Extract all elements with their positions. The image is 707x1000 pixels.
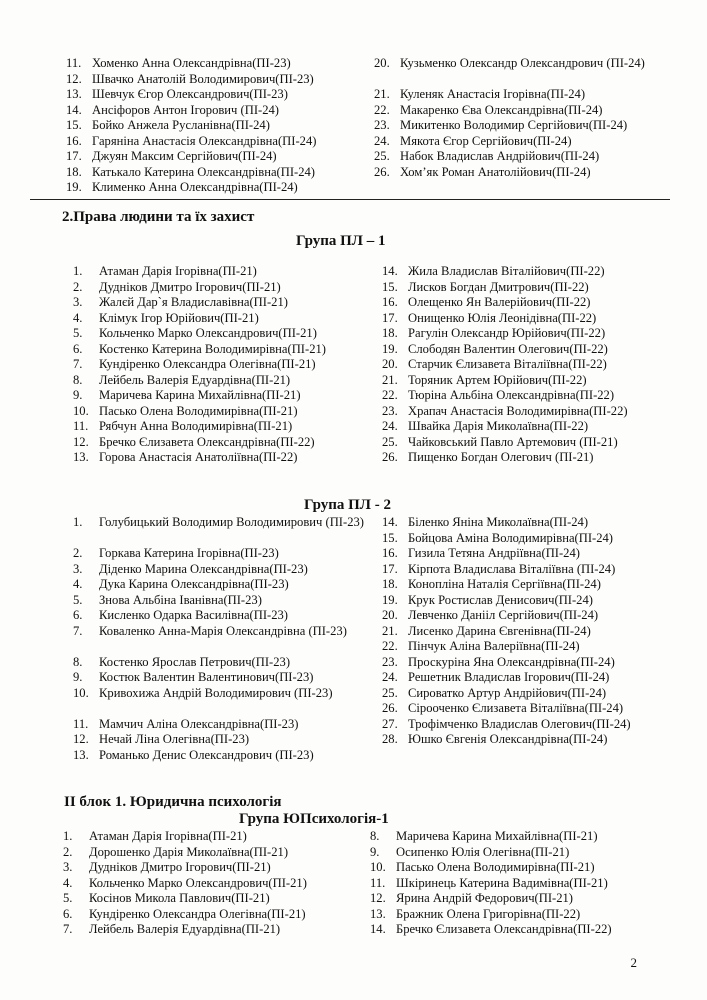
item-number: 9. (73, 670, 83, 684)
student-name: Клімук Ігор Юрійович(ПІ-21) (99, 310, 259, 325)
item-number: 28. (382, 732, 398, 746)
item-number: 25. (374, 149, 390, 163)
student-name: Левченко Данііл Сергійович(ПІ-24) (408, 608, 599, 622)
student-name: Коваленко Анна-Марія Олександрівна (ПІ-23) (99, 623, 347, 638)
item-number: 27. (382, 716, 398, 731)
item-number: 14. (382, 264, 398, 278)
item-number: 23. (382, 654, 398, 669)
student-name: Мамчич Аліна Олександрівна(ПІ-23) (99, 716, 299, 731)
item-number: 25. (382, 685, 398, 700)
student-name: Хом’як Роман Анатолійович(ПІ-24) (400, 164, 591, 179)
student-name: Знова Альбіна Іванівна(ПІ-23) (99, 592, 262, 607)
student-name: Горова Анастасія Анатоліївна(ПІ-22) (99, 450, 298, 464)
student-name: Пінчук Аліна Валеріївна(ПІ-24) (408, 639, 580, 653)
student-name: Пасько Олена Володимирівна(ПІ-21) (396, 860, 595, 874)
item-number: 15. (382, 530, 398, 545)
item-number: 5. (73, 592, 83, 607)
student-name: Романько Денис Олександрович (ПІ-23) (99, 747, 314, 762)
student-name: Біленко Яніна Миколаївна(ПІ-24) (408, 515, 589, 529)
student-name: Шкіринець Катерина Вадимівна(ПІ-21) (396, 875, 608, 890)
item-number: 12. (73, 434, 89, 449)
item-number: 3. (73, 561, 83, 576)
item-number: 18. (66, 164, 82, 179)
item-number: 10. (73, 685, 89, 700)
item-number: 21. (382, 623, 398, 638)
item-number: 10. (73, 403, 89, 418)
item-number: 14. (382, 515, 398, 529)
item-number: 18. (382, 326, 398, 340)
item-number: 20. (374, 56, 390, 70)
student-name: Куленяк Анастасія Ігорівна(ПІ-24) (400, 87, 586, 101)
student-name: Бречко Єлизавета Олександрівна(ПІ-22) (396, 922, 612, 936)
item-number: 22. (382, 639, 398, 653)
item-number: 1. (73, 515, 83, 529)
item-number: 17. (382, 561, 398, 576)
student-name: Пищенко Богдан Олегович (ПІ-21) (408, 450, 594, 464)
item-number: 15. (66, 118, 82, 132)
item-number: 5. (73, 326, 83, 340)
student-name: Дорошенко Дарія Миколаївна(ПІ-21) (89, 844, 289, 859)
page-number: 2 (630, 955, 637, 970)
student-name: Макаренко Єва Олександрівна(ПІ-24) (400, 102, 603, 117)
student-name: Катькало Катерина Олександрівна(ПІ-24) (92, 164, 315, 179)
student-name: Старчик Єлизавета Віталіївна(ПІ-22) (408, 357, 607, 371)
item-number: 11. (73, 419, 89, 433)
item-number: 6. (73, 341, 83, 356)
student-name: Атаман Дарія Ігорівна(ПІ-21) (89, 829, 247, 843)
student-name: Косінов Микола Павлович(ПІ-21) (89, 891, 270, 905)
item-number: 10. (370, 860, 386, 874)
item-number: 4. (73, 310, 83, 325)
student-name: Сірооченко Єлизавета Віталіївна(ПІ-24) (408, 701, 624, 715)
student-name: Бойко Анжела Русланівна(ПІ-24) (92, 118, 270, 132)
item-number: 19. (382, 341, 398, 356)
student-name: Лисков Богдан Дмитрович(ПІ-22) (408, 279, 589, 294)
student-name: Тюріна Альбіна Олександрівна(ПІ-22) (408, 388, 615, 402)
student-name: Трофімченко Владислав Олегович(ПІ-24) (408, 716, 631, 731)
item-number: 23. (382, 403, 398, 418)
student-name: Юшко Євгенія Олександрівна(ПІ-24) (408, 732, 608, 746)
item-number: 19. (382, 592, 398, 607)
item-number: 11. (73, 716, 89, 731)
student-name: Костенко Ярослав Петрович(ПІ-23) (99, 654, 291, 669)
item-number: 12. (370, 891, 386, 905)
student-name: Джуян Максим Сергійович(ПІ-24) (92, 149, 277, 163)
student-name: Ансіфоров Антон Ігорович (ПІ-24) (92, 102, 279, 117)
item-number: 20. (382, 357, 398, 371)
item-number: 8. (370, 829, 380, 843)
item-number: 11. (66, 56, 82, 70)
item-number: 14. (370, 922, 386, 936)
student-name: Сироватко Артур Андрійович(ПІ-24) (408, 685, 607, 700)
section-title-human-rights: 2.Права людини та їх захист (62, 209, 255, 225)
student-name: Швайка Дарія Миколаївна(ПІ-22) (408, 419, 589, 433)
student-name: Костенко Катерина Володимирівна(ПІ-21) (99, 341, 326, 356)
student-name: Кірпота Владислава Віталіївна (ПІ-24) (408, 561, 616, 576)
student-name: Атаман Дарія Ігорівна(ПІ-21) (99, 264, 257, 278)
student-name: Дудніков Дмитро Ігорович(ПІ-21) (99, 279, 281, 294)
item-number: 13. (370, 906, 386, 921)
item-number: 1. (73, 264, 83, 278)
student-name: Костюк Валентин Валентинович(ПІ-23) (99, 670, 314, 684)
group-title-pl2: Група ПЛ - 2 (304, 497, 391, 513)
item-number: 2. (63, 844, 73, 859)
item-number: 12. (66, 71, 82, 86)
student-name: Слободян Валентин Олегович(ПІ-22) (408, 341, 608, 356)
item-number: 15. (382, 279, 398, 294)
student-name: Кундіренко Олександра Олегівна(ПІ-21) (99, 357, 316, 371)
student-name: Бражник Олена Григорівна(ПІ-22) (396, 906, 581, 921)
item-number: 6. (63, 906, 73, 921)
item-number: 12. (73, 732, 89, 746)
student-name: Микитенко Володимир Сергійович(ПІ-24) (400, 118, 628, 132)
student-name: Рябчун Анна Володимирівна(ПІ-21) (99, 419, 293, 433)
student-name: Храпач Анастасія Володимирівна(ПІ-22) (408, 403, 628, 418)
student-name: Бойцова Аміна Володимирівна(ПІ-24) (408, 530, 614, 545)
student-name: Хоменко Анна Олександрівна(ПІ-23) (92, 56, 291, 70)
item-number: 8. (73, 372, 83, 387)
student-name: Шевчук Єгор Олександрович(ПІ-23) (92, 87, 288, 101)
item-number: 2. (73, 546, 83, 560)
student-name: Маричева Карина Михайлівна(ПІ-21) (396, 829, 598, 843)
item-number: 21. (374, 87, 390, 101)
student-name: Дудніков Дмитро Ігорович(ПІ-21) (89, 860, 271, 874)
item-number: 23. (374, 118, 390, 132)
student-name: Чайковський Павло Артемович (ПІ-21) (408, 434, 618, 449)
group-title-pl1: Група ПЛ – 1 (296, 233, 386, 249)
student-name: Кольченко Марко Олександрович(ПІ-21) (99, 326, 317, 340)
student-name: Набок Владислав Андрійович(ПІ-24) (400, 149, 600, 163)
student-name: Швачко Анатолій Володимирович(ПІ-23) (92, 71, 314, 86)
student-name: Кольченко Марко Олександрович(ПІ-21) (89, 875, 307, 890)
student-name: Кисленко Одарка Василівна(ПІ-23) (99, 608, 288, 622)
item-number: 17. (66, 149, 82, 163)
student-name: Гизила Тетяна Андріївна(ПІ-24) (408, 546, 580, 560)
student-name: Лейбель Валерія Едуардівна(ПІ-21) (89, 922, 281, 936)
student-name: Кузьменко Олександр Олександрович (ПІ-24) (400, 56, 645, 70)
item-number: 6. (73, 608, 83, 622)
item-number: 22. (374, 102, 390, 117)
student-name: Кундіренко Олександра Олегівна(ПІ-21) (89, 906, 306, 921)
student-name: Конопліна Наталія Сергіївна(ПІ-24) (408, 577, 601, 591)
student-name: Клименко Анна Олександрівна(ПІ-24) (92, 180, 298, 194)
item-number: 1. (63, 829, 73, 843)
item-number: 9. (370, 844, 380, 859)
item-number: 16. (382, 295, 398, 309)
item-number: 7. (63, 922, 73, 936)
student-name: Крук Ростислав Денисович(ПІ-24) (408, 592, 593, 607)
student-name: Лейбель Валерія Едуардівна(ПІ-21) (99, 372, 291, 387)
student-name: Гаряніна Анастасія Олександрівна(ПІ-24) (92, 133, 317, 148)
item-number: 18. (382, 577, 398, 591)
item-number: 16. (382, 546, 398, 560)
item-number: 2. (73, 279, 83, 294)
item-number: 17. (382, 310, 398, 325)
student-name: Рагулін Олександр Юрійович(ПІ-22) (408, 326, 606, 340)
student-name: Горкава Катерина Ігорівна(ПІ-23) (99, 546, 279, 560)
student-name: Пасько Олена Володимирівна(ПІ-21) (99, 403, 298, 418)
item-number: 21. (382, 372, 398, 387)
student-name: Проскуріна Яна Олександрівна(ПІ-24) (408, 654, 615, 669)
section-divider (30, 199, 670, 200)
item-number: 13. (73, 450, 89, 464)
item-number: 3. (73, 295, 83, 309)
group-title-legal-psych: Група ЮПсихологія-1 (239, 811, 389, 827)
item-number: 13. (66, 87, 82, 101)
item-number: 3. (63, 860, 73, 874)
student-name: Нечай Ліна Олегівна(ПІ-23) (99, 732, 250, 746)
student-name: Онищенко Юлія Леонідівна(ПІ-22) (408, 310, 597, 325)
item-number: 25. (382, 434, 398, 449)
student-name: Мякота Єгор Сергійович(ПІ-24) (400, 133, 572, 148)
item-number: 4. (73, 577, 83, 591)
item-number: 20. (382, 608, 398, 622)
item-number: 9. (73, 388, 83, 402)
item-number: 7. (73, 623, 83, 638)
student-name: Бречко Єлизавета Олександрівна(ПІ-22) (99, 434, 315, 449)
item-number: 26. (382, 450, 398, 464)
student-name: Кривохижа Андрій Володимирович (ПІ-23) (99, 685, 333, 700)
item-number: 24. (382, 419, 398, 433)
item-number: 8. (73, 654, 83, 669)
item-number: 26. (374, 164, 390, 179)
student-name: Ярина Андрій Федорович(ПІ-21) (396, 891, 573, 905)
item-number: 14. (66, 102, 82, 117)
block2-title: ІІ блок 1. Юридична психологія (64, 794, 282, 810)
student-name: Олещенко Ян Валерійович(ПІ-22) (408, 295, 591, 309)
item-number: 19. (66, 180, 82, 194)
item-number: 24. (374, 133, 390, 148)
item-number: 7. (73, 357, 83, 371)
student-name: Решетник Владислав Ігорович(ПІ-24) (408, 670, 610, 684)
student-name: Осипенко Юлія Олегівна(ПІ-21) (396, 844, 570, 859)
item-number: 24. (382, 670, 398, 684)
student-name: Торяник Артем Юрійович(ПІ-22) (408, 372, 587, 387)
student-name: Маричева Карина Михайлівна(ПІ-21) (99, 388, 301, 402)
item-number: 13. (73, 747, 89, 762)
student-name: Дука Карина Олександрівна(ПІ-23) (99, 577, 289, 591)
student-name: Голубицький Володимир Володимирович (ПІ-23) (99, 515, 364, 529)
student-name: Жалєй Дар`я Владиславівна(ПІ-21) (99, 295, 288, 309)
student-name: Діденко Марина Олександрівна(ПІ-23) (99, 561, 308, 576)
item-number: 22. (382, 388, 398, 402)
item-number: 4. (63, 875, 73, 890)
student-name: Лисенко Дарина Євгенівна(ПІ-24) (408, 623, 591, 638)
item-number: 11. (370, 875, 386, 890)
item-number: 5. (63, 891, 73, 905)
item-number: 16. (66, 133, 82, 148)
item-number: 26. (382, 701, 398, 715)
student-name: Жила Владислав Віталійович(ПІ-22) (408, 264, 605, 278)
